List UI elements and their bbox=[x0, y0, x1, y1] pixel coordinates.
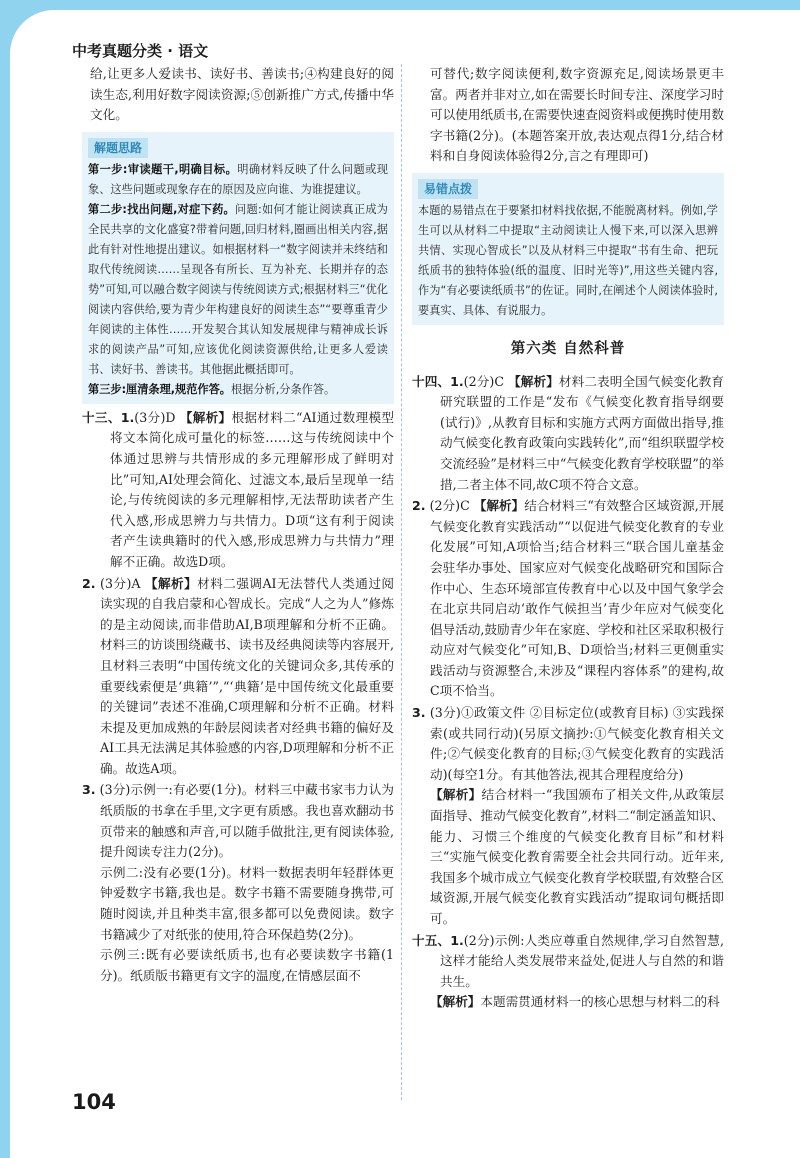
question-14-1: 十四、1.(2分)C 【解析】材料二表明全国气候变化教育研究联盟的工作是“发布《气候变化教育指导纲要(试行)》,从教育目标和实施方式两方面做出指导,推动气候变化教育政策向实践转化”,而“组织联盟学校交流经验”是材料三中“气候变化教育学校联盟”的举措,二者主体不同,故C项不符合文意。 bbox=[412, 373, 724, 492]
section-title: 第六类 自然科普 bbox=[510, 340, 626, 357]
box-tag: 易错点拨 bbox=[418, 179, 478, 199]
step-2: 第二步:找出问题,对症下药。问题:如何才能让阅读真正成为全民共享的文化盛宴?带着问题,回归材料,圈画出相关内容,据此有针对性地提出建议。如根据材料一“数字阅读并未终结和取代传统阅读……呈现各有所长、互为补充、长期并存的态势”可知,可以融合数字阅读与传统阅读方式;根据材料三“优化阅读内容供给,要为青少年构建良好的阅读生态”“要尊重青少年阅读的主体性……开发契合其认知发展规律与精神成长诉求的阅读产品”可知,应该优化阅读资源供给,让更多人爱读书、读好书、善读书。其他据此概括即可。 bbox=[88, 202, 388, 376]
solution-approach-box bbox=[82, 132, 394, 404]
common-mistakes-box bbox=[412, 173, 724, 325]
right-column bbox=[412, 64, 724, 1013]
left-column bbox=[82, 64, 394, 986]
question-13-3: 3. (3分)示例一:有必要(1分)。材料三中藏书家韦力认为纸质版的书拿在手里,文字更有质感。我也喜欢翻动书页带来的触感和声音,可以随手做批注,更有阅读体验,提升阅读专注力(2分)。 bbox=[82, 782, 394, 860]
answer-continuation-right: 可替代;数字阅读便利,数字资源充足,阅读场景更丰富。两者并非对立,如在需要长时间专注、深度学习时可以使用纸质书,在需要快速查阅资料或便携时使用数字书籍(2分)。(本题答案开放,表达观点得1分,结合材料和自身阅读体验得2分,言之有理即可) bbox=[430, 66, 724, 164]
question-14-3-analysis: 【解析】结合材料一“我国颁布了相关文件,从政策层面指导、推动气候变化教育”,材料二“制定涵盖知识、能力、习惯三个维度的气候变化教育目标”和材料三“实施气候变化教育需要全社会共同行动。近年来,我国多个城市成立气候变化教育学校联盟,有效整合区域资源,开展气候变化教育实践活动”提取词句概括即可。 bbox=[430, 787, 725, 926]
step-1: 第一步:审读题干,明确目标。明确材料反映了什么问题或现象、这些问题或现象存在的原因及应向谁、为谁提建议。 bbox=[88, 162, 388, 196]
question-14-2: 2. (2分)C 【解析】结合材料三“有效整合区域资源,开展气候变化教育实践活动”“以促进气候变化教育的专业化发展”可知,A项恰当;结合材料三“联合国儿童基金会驻华办事处、国家应对气候变化战略研究和国际合作中心、生态环境部宣传教育中心以及中国气象学会在北京共同启动‘敢作气候担当’青少年应对气候变化倡导活动,鼓励青少年在家庭、学校和社区采取积极行动应对气候变化”可知,B、D项恰当;材料三更侧重实践活动与资源整合,未涉及“课程内容体系”的建构,故C项不恰当。 bbox=[412, 498, 724, 699]
question-15-1: 十五、1.(2分)示例:人类应尊重自然规律,学习自然智慧,这样才能给人类发展带来益处,促进人与自然的和谐共生。 bbox=[412, 932, 724, 989]
question-13-3-example-2: 示例二:没有必要(1分)。材料一数据表明年轻群体更钟爱数字书籍,我也是。数字书籍不需要随身携带,可随时阅读,并且种类丰富,很多都可以免费阅读。数字书籍减少了对纸张的使用,符合环保趋势(2分)。 bbox=[100, 864, 394, 942]
box-tag: 解题思路 bbox=[88, 138, 148, 158]
column-divider bbox=[401, 64, 402, 1100]
step-3: 第三步:厘清条理,规范作答。根据分析,分条作答。 bbox=[88, 382, 336, 396]
mistakes-text: 本题的易错点在于要紧扣材料找依据,不能脱离材料。例如,学生可以从材料二中提取“主动阅读让人慢下来,可以深入思辨共情、实现心智成长”以及从材料三中提取“书有生命、把玩纸质书的独特体验(纸的温度、旧时光等)”,用这些关键内容,作为“有必要读纸质书”的佐证。同时,在阐述个人阅读体验时,要真实、具体、有说服力。 bbox=[418, 203, 718, 317]
question-14-3: 3. (3分)①政策文件 ②目标定位(或教育目标) ③实践探索(或共同行动)(另原文摘抄:①气候变化教育相关文件;②气候变化教育的目标;③气候变化教育的实践活动)(每空1分。有其他答法,视其合理程度给分) bbox=[412, 705, 724, 782]
answer-continuation: 给,让更多人爱读书、读好书、善读书;④构建良好的阅读生态,利用好数字阅读资源;⑤创新推广方式,传播中华文化。 bbox=[90, 66, 394, 123]
page-number: 104 bbox=[72, 1090, 116, 1114]
question-13-3-example-3: 示例三:既有必要读纸质书,也有必要读数字书籍(1分)。纸质版书籍更有文字的温度,在情感层面不 bbox=[100, 947, 394, 983]
question-13-2: 2. (3分)A 【解析】材料二强调AI无法替代人类通过阅读实现的自我启蒙和心智成长。完成“人之为人”修炼的是主动阅读,而非借助AI,B项理解和分析不正确。材料三的访谈围绕藏书、读书及经典阅读等内容展开,且材料三表明“中国传统文化的关键词众多,其传承的重要线索便是‘典籍’”,“‘典籍’是中国传统文化最重要的关键词”表述不准确,C项理解和分析不正确。材料未提及更加成熟的年龄层阅读者对经典书籍的偏好及AI工具无法满足其体验感的内容,D项理解和分析不正确。故选A项。 bbox=[82, 575, 394, 776]
running-header: 中考真题分类 · 语文 bbox=[72, 42, 209, 60]
question-15-1-analysis: 【解析】本题需贯通材料一的核心思想与材料二的科 bbox=[430, 994, 720, 1010]
question-13-1: 十三、1.(3分)D 【解析】根据材料二“AI通过数理模型将文本简化成可量化的标签……这与传统阅读中个体通过思辨与共情形成的多元理解形成了鲜明对比”可知,AI处理会简化、过滤文本,最后呈现单一结论,与传统阅读的多元理解相悖,无法帮助读者产生代入感,形成思辨力与共情力。D项“这有利于阅读者产生读典籍时的代入感,形成思辨力与共情力”理解不正确。故选D项。 bbox=[82, 409, 394, 569]
